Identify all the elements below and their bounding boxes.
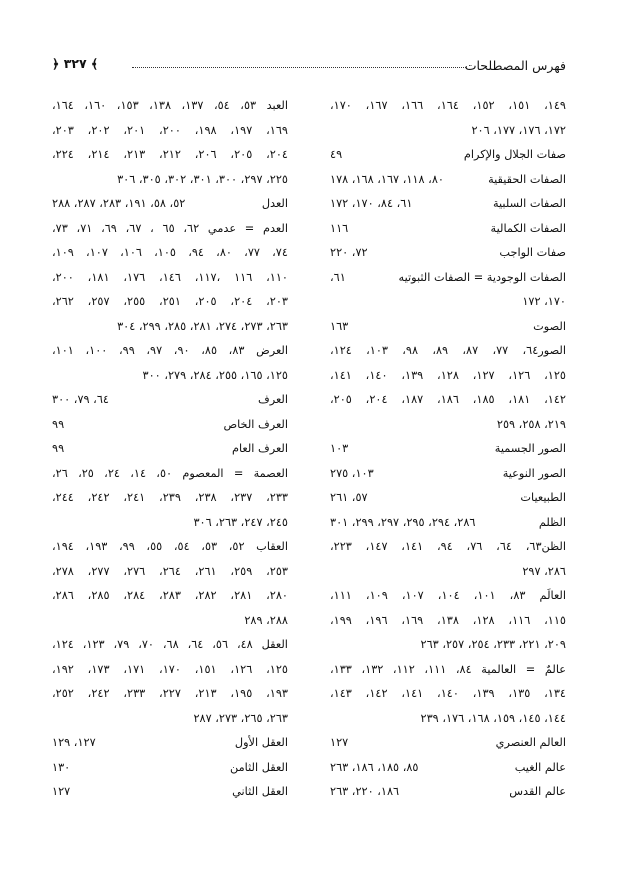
page-refs: ١٢٧، ١٢٩ [52,736,96,749]
index-line: ٢٤٥، ٢٤٧، ٢٦٣، ٣٠٦ [193,515,288,529]
index-line: ١٢٥، ١٦٥، ٢٥٥، ٢٨٤، ٢٧٩، ٣٠٠ [142,368,288,382]
index-term: العدل [261,197,288,210]
index-line: ٢٣٣، ٢٣٧، ٢٣٨، ٢٣٩، ٢٤١، ٢٤٢، ٢٤٤، [52,491,288,504]
index-column-right [330,94,566,805]
page-refs: ٦٤، ٧٩، ٣٠٠ [52,393,109,406]
index-entry [330,780,566,805]
index-term: الطبيعيات [520,491,566,504]
index-line: ١٤٢، ١٨١، ١٨٥، ١٨٦، ١٨٧، ٢٠٤، ٢٠٥، [330,393,566,406]
header-title: فهرس المصطلحات [464,58,566,73]
index-entry [52,437,288,462]
page-header [52,56,566,78]
index-line: العقل ٤٨، ٥٦، ٦٤، ٦٨، ٧٠، ٧٩، ١٢٣، ١٢٤، [52,638,288,651]
index-line: ١١٥، ١١٦، ١٢٨، ١٣٨، ١٦٩، ١٩٦، ١٩٩، [330,613,566,627]
index-line: ١٦٩، ١٩٧، ١٩٨، ٢٠٠، ٢٠١، ٢٠٢، ٢٠٣، [52,123,288,137]
page-refs: ١٠٣ [330,442,349,455]
index-entry [330,511,566,536]
index-line: الظن٦٣، ٦٤، ٧٦، ٩٤، ١٤١، ١٤٧، ٢٢٣، [330,540,566,553]
page-refs: ٦١، ٨٤، ١٧٠، ١٧٢ [330,197,413,210]
index-term: صفات الجلال والإكرام [463,148,566,161]
index-term: الصور الجسمية [494,442,566,455]
index-term: العقل الأول [234,736,288,749]
index-term: العرف [258,393,288,406]
index-line: ٢٠٤، ٢٠٥، ٢٠٦، ٢١٢، ٢١٣، ٢١٤، ٢٢٤، [52,148,288,161]
index-line: ١٧٢، ١٧٦، ١٧٧، ٢٠٦ [471,123,566,137]
index-entry [52,192,288,217]
index-line: العصمة = المعصوم ٥٠، ١٤، ٢٤، ٢٥، ٢٦، [52,466,288,480]
index-line: عالمٌ = العالمية ٨٤، ١١١، ١١٢، ١٣٢، ١٣٣، [330,662,566,676]
index-term: عالم الغيب [514,760,566,774]
index-line: ٢٨٠، ٢٨١، ٢٨٢، ٢٨٣، ٢٨٤، ٢٨٥، ٢٨٦، [52,589,288,602]
page-refs: ٨٠، ١١٨، ١٦٧، ١٦٨، ١٧٨ [330,172,444,186]
index-line: العدم = عدمي ٦٢، ٦٥ ، ٦٧، ٦٩، ٧١، ٧٣، [52,221,288,235]
index-term: عالم القدس [509,785,566,798]
page-refs: ٨٥، ١٨٥، ١٨٦، ٢٦٣ [330,760,419,774]
index-entry [330,143,566,168]
page-refs: ١٣٠ [52,760,71,774]
index-entry [330,462,566,487]
index-entry [330,731,566,756]
index-entry [330,241,566,266]
index-entry [52,388,288,413]
page-refs: ١٨٦، ٢٢٠، ٢٦٣ [330,785,400,798]
index-entry [330,486,566,511]
page-refs: ١٢٧ [330,736,349,749]
index-line: ١١٠، ١١٦ ،١١٧، ١٤٦، ١٧٦، ١٨١، ٢٠٠، [52,270,288,284]
page-refs: ٥٧، ٢٦١ [330,491,368,504]
index-line: ٢١٩، ٢٥٨، ٢٥٩ [496,417,566,431]
index-line: العرض ٨٣، ٨٥، ٩٠، ٩٧، ٩٩، ١٠٠، ١٠١، [52,344,288,357]
index-entry [330,315,566,340]
index-line: العقاب ٥٢، ٥٣، ٥٤، ٥٥، ٩٩، ١٩٣، ١٩٤، [52,540,288,553]
index-term: العقل الثاني [232,785,288,798]
index-line: ٧٤، ٧٧، ٨٠، ٩٤، ١٠٥، ١٠٦، ١٠٧، ١٠٩، [52,246,288,259]
page-refs: ١٠٣، ٢٧٥ [330,466,374,480]
index-entry [330,168,566,193]
header-dotted-leader [132,67,466,68]
page-refs: ٤٩ [330,148,343,161]
index-line: ٢٦٣، ٢٦٥، ٢٧٣، ٢٨٧ [193,711,288,725]
index-line: ٢٠٣، ٢٠٤، ٢٠٥، ٢٥١، ٢٥٥، ٢٥٧، ٢٦٢، [52,295,288,308]
index-entry [330,266,566,291]
index-entry [330,192,566,217]
index-line: ١٧٠، ١٧٢ [522,295,566,308]
index-line: العالَم ٨٣، ١٠١، ١٠٤، ١٠٧، ١٠٩، ١١١، [330,589,566,602]
index-term: الظلم [538,515,566,529]
page-refs: ٢٨٦، ٢٩٤، ٢٩٥، ٢٩٧، ٢٩٩، ٣٠١ [330,515,476,529]
index-line: ١٩٣، ١٩٥، ٢١٣، ٢٢٧، ٢٣٣، ٢٤٢، ٢٥٢، [52,687,288,700]
index-term: الصفات السلبية [492,197,566,210]
page-refs: ١١٦ [330,221,349,235]
index-term: الصور النوعية [502,466,566,480]
page-refs: ٥٢، ٥٨، ١٩١، ٢٨٣، ٢٨٧، ٢٨٨ [52,197,186,210]
index-entry [52,756,288,781]
page-refs: ٩٩ [52,417,65,431]
index-column-left [52,94,288,805]
page-refs: ١٦٣ [330,319,349,333]
index-line: ١٣٤، ١٣٥، ١٣٩، ١٤٠، ١٤١، ١٤٢، ١٤٣، [330,687,566,700]
index-line: ٢٨٦، ٢٩٧ [522,564,566,578]
index-line: ١٤٩، ١٥١، ١٥٢، ١٦٤، ١٦٦، ١٦٧، ١٧٠، [330,99,566,112]
page-number: ﴾ ٣٢٧ ﴿ [52,56,99,71]
index-term: الصفات الوجودية = الصفات الثبوتيه [398,270,566,284]
index-entry [330,756,566,781]
page-refs: ١٢٧ [52,785,71,798]
index-line: الصور٦٤، ٧٧، ٨٧، ٨٩، ٩٨، ١٠٣، ١٢٤، [330,344,566,357]
page-refs: ٩٩ [52,442,65,455]
index-line: ١٢٥، ١٢٦، ١٥١، ١٧٠، ١٧١، ١٧٣، ١٩٢، [52,662,288,676]
index-line: ٢٢٥، ٢٩٧، ٣٠٠، ٣٠١، ٣٠٢، ٣٠٥، ٣٠٦ [117,172,288,186]
index-line: ١٢٥، ١٢٦، ١٢٧، ١٢٨، ١٣٩، ١٤٠، ١٤١، [330,368,566,382]
index-entry [330,217,566,242]
index-line: العبد ٥٣، ٥٤، ١٣٧، ١٣٨، ١٥٣، ١٦٠، ١٦٤، [52,99,288,112]
index-entry [52,413,288,438]
index-term: العقل الثامن [230,760,288,774]
page-refs: ٦١، [330,270,346,284]
index-term: الصوت [533,319,566,333]
index-entry [52,780,288,805]
index-term: العالم العنصري [495,736,566,749]
index-line: ٢٥٣، ٢٥٩، ٢٦١، ٢٦٤، ٢٧٦، ٢٧٧، ٢٧٨، [52,564,288,578]
index-line: ١٤٤، ١٤٥، ١٥٩، ١٦٨، ١٧٦، ٢٣٩ [420,711,566,725]
page-refs: ٧٢، ٢٢٠ [330,246,368,259]
index-entry [52,731,288,756]
index-term: الصفات الكمالية [490,221,566,235]
index-line: ٢٨٨، ٢٨٩ [244,613,288,627]
index-line: ٢٦٣، ٢٧٣، ٢٧٤، ٢٨١، ٢٨٥، ٢٩٩، ٣٠٤ [117,319,288,333]
index-term: صفات الواجب [499,246,566,259]
index-term: العرف العام [231,442,288,455]
index-line: ٢٠٩، ٢٢١، ٢٣٣، ٢٥٤، ٢٥٧، ٢٦٣ [420,638,566,651]
index-term: العرف الخاص [223,417,288,431]
index-term: الصفات الحقيقية [488,172,566,186]
index-entry [330,437,566,462]
